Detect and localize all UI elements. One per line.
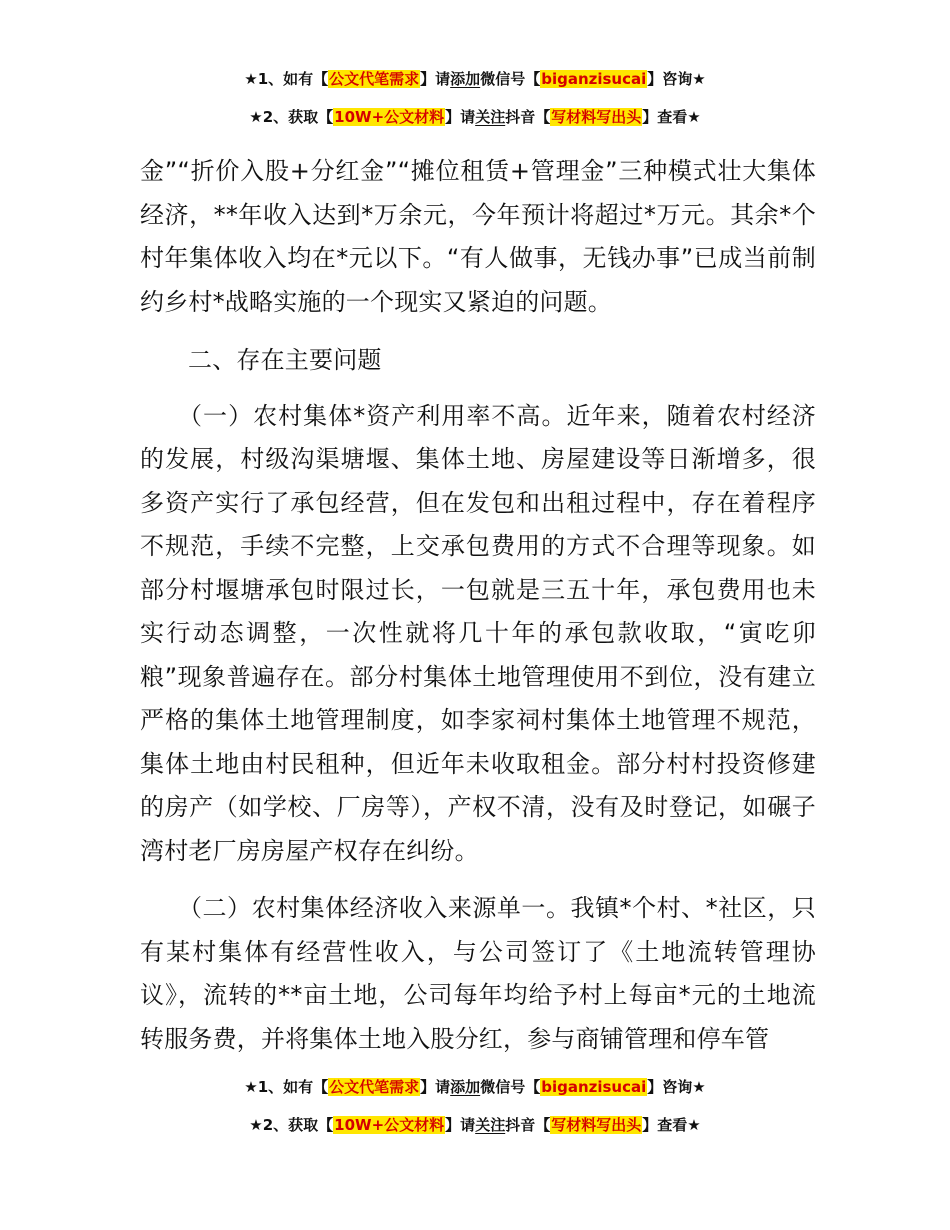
underlined-text: 关注 — [475, 1116, 506, 1134]
highlight-douyin: 写材料写出头 — [551, 1116, 642, 1134]
highlight-wechat-id: biganzisucai — [541, 70, 647, 88]
banner-text: 微信号【 — [480, 1078, 541, 1096]
star-icon: ★ — [249, 108, 263, 126]
banner-text: 】请 — [445, 108, 476, 126]
star-icon: ★ — [249, 1116, 263, 1134]
top-banner-line-2 — [0, 105, 950, 129]
star-icon: ★ — [244, 70, 258, 88]
banner-text: 1、如有【 — [257, 70, 329, 88]
highlight-ghostwriting: 公文代笔需求 — [329, 70, 420, 88]
banner-text: 2、获取【 — [262, 108, 334, 126]
star-icon: ★ — [692, 1078, 706, 1096]
banner-text: 1、如有【 — [257, 1078, 329, 1096]
banner-text: 】查看 — [642, 1116, 688, 1134]
paragraph-issue-1: （一）农村集体*资产利用率不高。近年来，随着农村经济的发展，村级沟渠塘堰、集体土地、房屋建设等日渐增多，很多资产实行了承包经营，但在发包和出租过程中，存在着程序不规范，手续不完整，上交承包费用的方式不合理等现象。如部分村堰塘承包时限过长，一包就是三五十年，承包费用也未实行动态调整，一次性就将几十年的承包款收取，“寅吃卯粮”现象普遍存在。部分村集体土地管理使用不到位，没有建立严格的集体土地管理制度，如李家祠村集体土地管理不规范，集体土地由村民租种，但近年未收取租金。部分村村投资修建的房产（如学校、厂房等），产权不清，没有及时登记，如碾子湾村老厂房房屋产权存在纠纷。 — [140, 401, 816, 865]
highlight-materials: 10W+公文材料 — [334, 1116, 445, 1134]
top-banner-line-1 — [0, 67, 950, 91]
banner-text: 2、获取【 — [262, 1116, 334, 1134]
paragraph-issue-2: （二）农村集体经济收入来源单一。我镇*个村、*社区，只有某村集体有经营性收入，与公司签订了《土地流转管理协议》，流转的**亩土地，公司每年均给予村上每亩*元的土地流转服务费，并将集体土地入股分红，参与商铺管理和停车管 — [140, 894, 816, 1053]
highlight-ghostwriting: 公文代笔需求 — [329, 1078, 420, 1096]
highlight-wechat-id: biganzisucai — [541, 1078, 647, 1096]
banner-text: 】请 — [420, 1078, 451, 1096]
star-icon: ★ — [244, 1078, 258, 1096]
highlight-douyin: 写材料写出头 — [551, 108, 642, 126]
banner-text: 】查看 — [642, 108, 688, 126]
document-body — [140, 150, 816, 1061]
banner-text: 】请 — [420, 70, 451, 88]
star-icon: ★ — [692, 70, 706, 88]
star-icon: ★ — [687, 108, 701, 126]
banner-text: 】咨询 — [647, 1078, 693, 1096]
banner-text: 抖音【 — [505, 1116, 551, 1134]
banner-text: 微信号【 — [480, 70, 541, 88]
banner-text: 】请 — [445, 1116, 476, 1134]
underlined-text: 添加 — [450, 70, 481, 88]
star-icon: ★ — [687, 1116, 701, 1134]
underlined-text: 添加 — [450, 1078, 481, 1096]
banner-text: 抖音【 — [505, 108, 551, 126]
bottom-banner-line-2 — [0, 1113, 950, 1137]
bottom-banner-line-1 — [0, 1075, 950, 1099]
section-heading: 二、存在主要问题 — [188, 346, 382, 374]
banner-text: 】咨询 — [647, 70, 693, 88]
highlight-materials: 10W+公文材料 — [334, 108, 445, 126]
paragraph-continuation: 金”“折价入股+分红金”“摊位租赁+管理金”三种模式壮大集体经济，**年收入达到*万余元，今年预计将超过*万元。其余*个村年集体收入均在*元以下。“有人做事，无钱办事”已成当前制约乡村*战略实施的一个现实又紧迫的问题。 — [140, 157, 816, 316]
underlined-text: 关注 — [475, 108, 506, 126]
